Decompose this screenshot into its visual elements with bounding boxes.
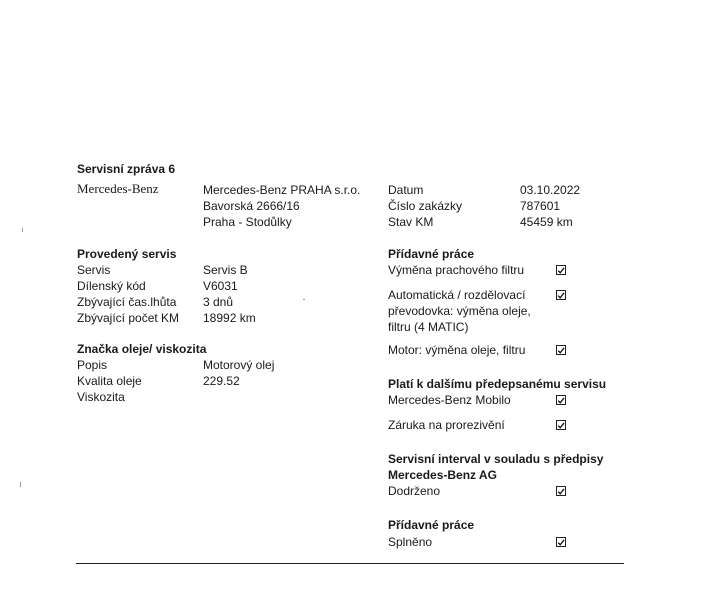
oil-viscosity-label: Viskozita [77,390,125,404]
checkmark-icon [557,538,565,547]
checkmark-icon [557,487,565,496]
bottom-divider [76,563,624,564]
extra-work2-heading: Přídavné práce [388,518,475,532]
oil-description-value: Motorový olej [203,358,275,372]
checkmark-icon [557,266,565,275]
scan-speck [22,228,23,232]
extra-work-heading: Přídavné práce [388,247,475,261]
mobilo-checkbox[interactable] [556,395,566,405]
fulfilled-label: Splněno [388,535,433,549]
checkmark-icon [557,291,565,300]
interval-kept-label: Dodrženo [388,484,441,498]
transmission-line2: převodovka: výměna oleje, [388,304,531,318]
transmission-checkbox[interactable] [556,290,566,300]
workshop-code-label: Dílenský kód [77,279,146,293]
km-value: 45459 km [520,215,573,229]
report-title: Servisní zpráva 6 [77,162,176,176]
date-value: 03.10.2022 [520,183,581,197]
scan-speck [20,482,21,487]
interval-heading-line2: Mercedes-Benz AG [388,468,497,482]
service-label: Servis [77,263,111,277]
service-heading: Provedený servis [77,247,177,261]
oil-quality-label: Kvalita oleje [77,374,142,388]
engine-oil-checkbox[interactable] [556,345,566,355]
remaining-time-label: Zbývající čas.lhůta [77,295,177,309]
rust-warranty-label: Záruka na prorezivění [388,418,505,432]
oil-quality-value: 229.52 [203,374,240,388]
cabin-filter-checkbox[interactable] [556,265,566,275]
checkmark-icon [557,421,565,430]
date-label: Datum [388,183,424,197]
interval-kept-checkbox[interactable] [556,486,566,496]
oil-heading: Značka oleje/ viskozita [77,342,207,356]
engine-oil-label: Motor: výměna oleje, filtru [388,343,526,357]
workshop-code-value: V6031 [203,279,238,293]
remaining-km-value: 18992 km [203,311,256,325]
rust-warranty-checkbox[interactable] [556,420,566,430]
brand-logo: Mercedes-Benz [77,181,159,196]
fulfilled-checkbox[interactable] [556,537,566,547]
order-number-value: 787601 [520,199,561,213]
transmission-line1: Automatická / rozdělovací [388,288,526,302]
valid-next-heading: Platí k dalšímu předepsanému servisu [388,377,607,391]
remaining-km-label: Zbývající počet KM [77,311,180,325]
order-number-label: Číslo zakázky [388,199,463,213]
checkmark-icon [557,346,565,355]
service-value: Servis B [203,263,248,277]
mobilo-label: Mercedes-Benz Mobilo [388,393,511,407]
dealer-city: Praha - Stodůlky [203,215,292,229]
dealer-street: Bavorská 2666/16 [203,199,300,213]
cabin-filter-label: Výměna prachového filtru [388,263,525,277]
interval-heading-line1: Servisní interval v souladu s předpisy [388,452,604,466]
scan-speck [303,299,305,300]
checkmark-icon [557,396,565,405]
remaining-time-value: 3 dnů [203,295,234,309]
oil-description-label: Popis [77,358,108,372]
dealer-name: Mercedes-Benz PRAHA s.r.o. [203,183,361,197]
km-label: Stav KM [388,215,434,229]
transmission-line3: filtru (4 MATIC) [388,320,469,334]
